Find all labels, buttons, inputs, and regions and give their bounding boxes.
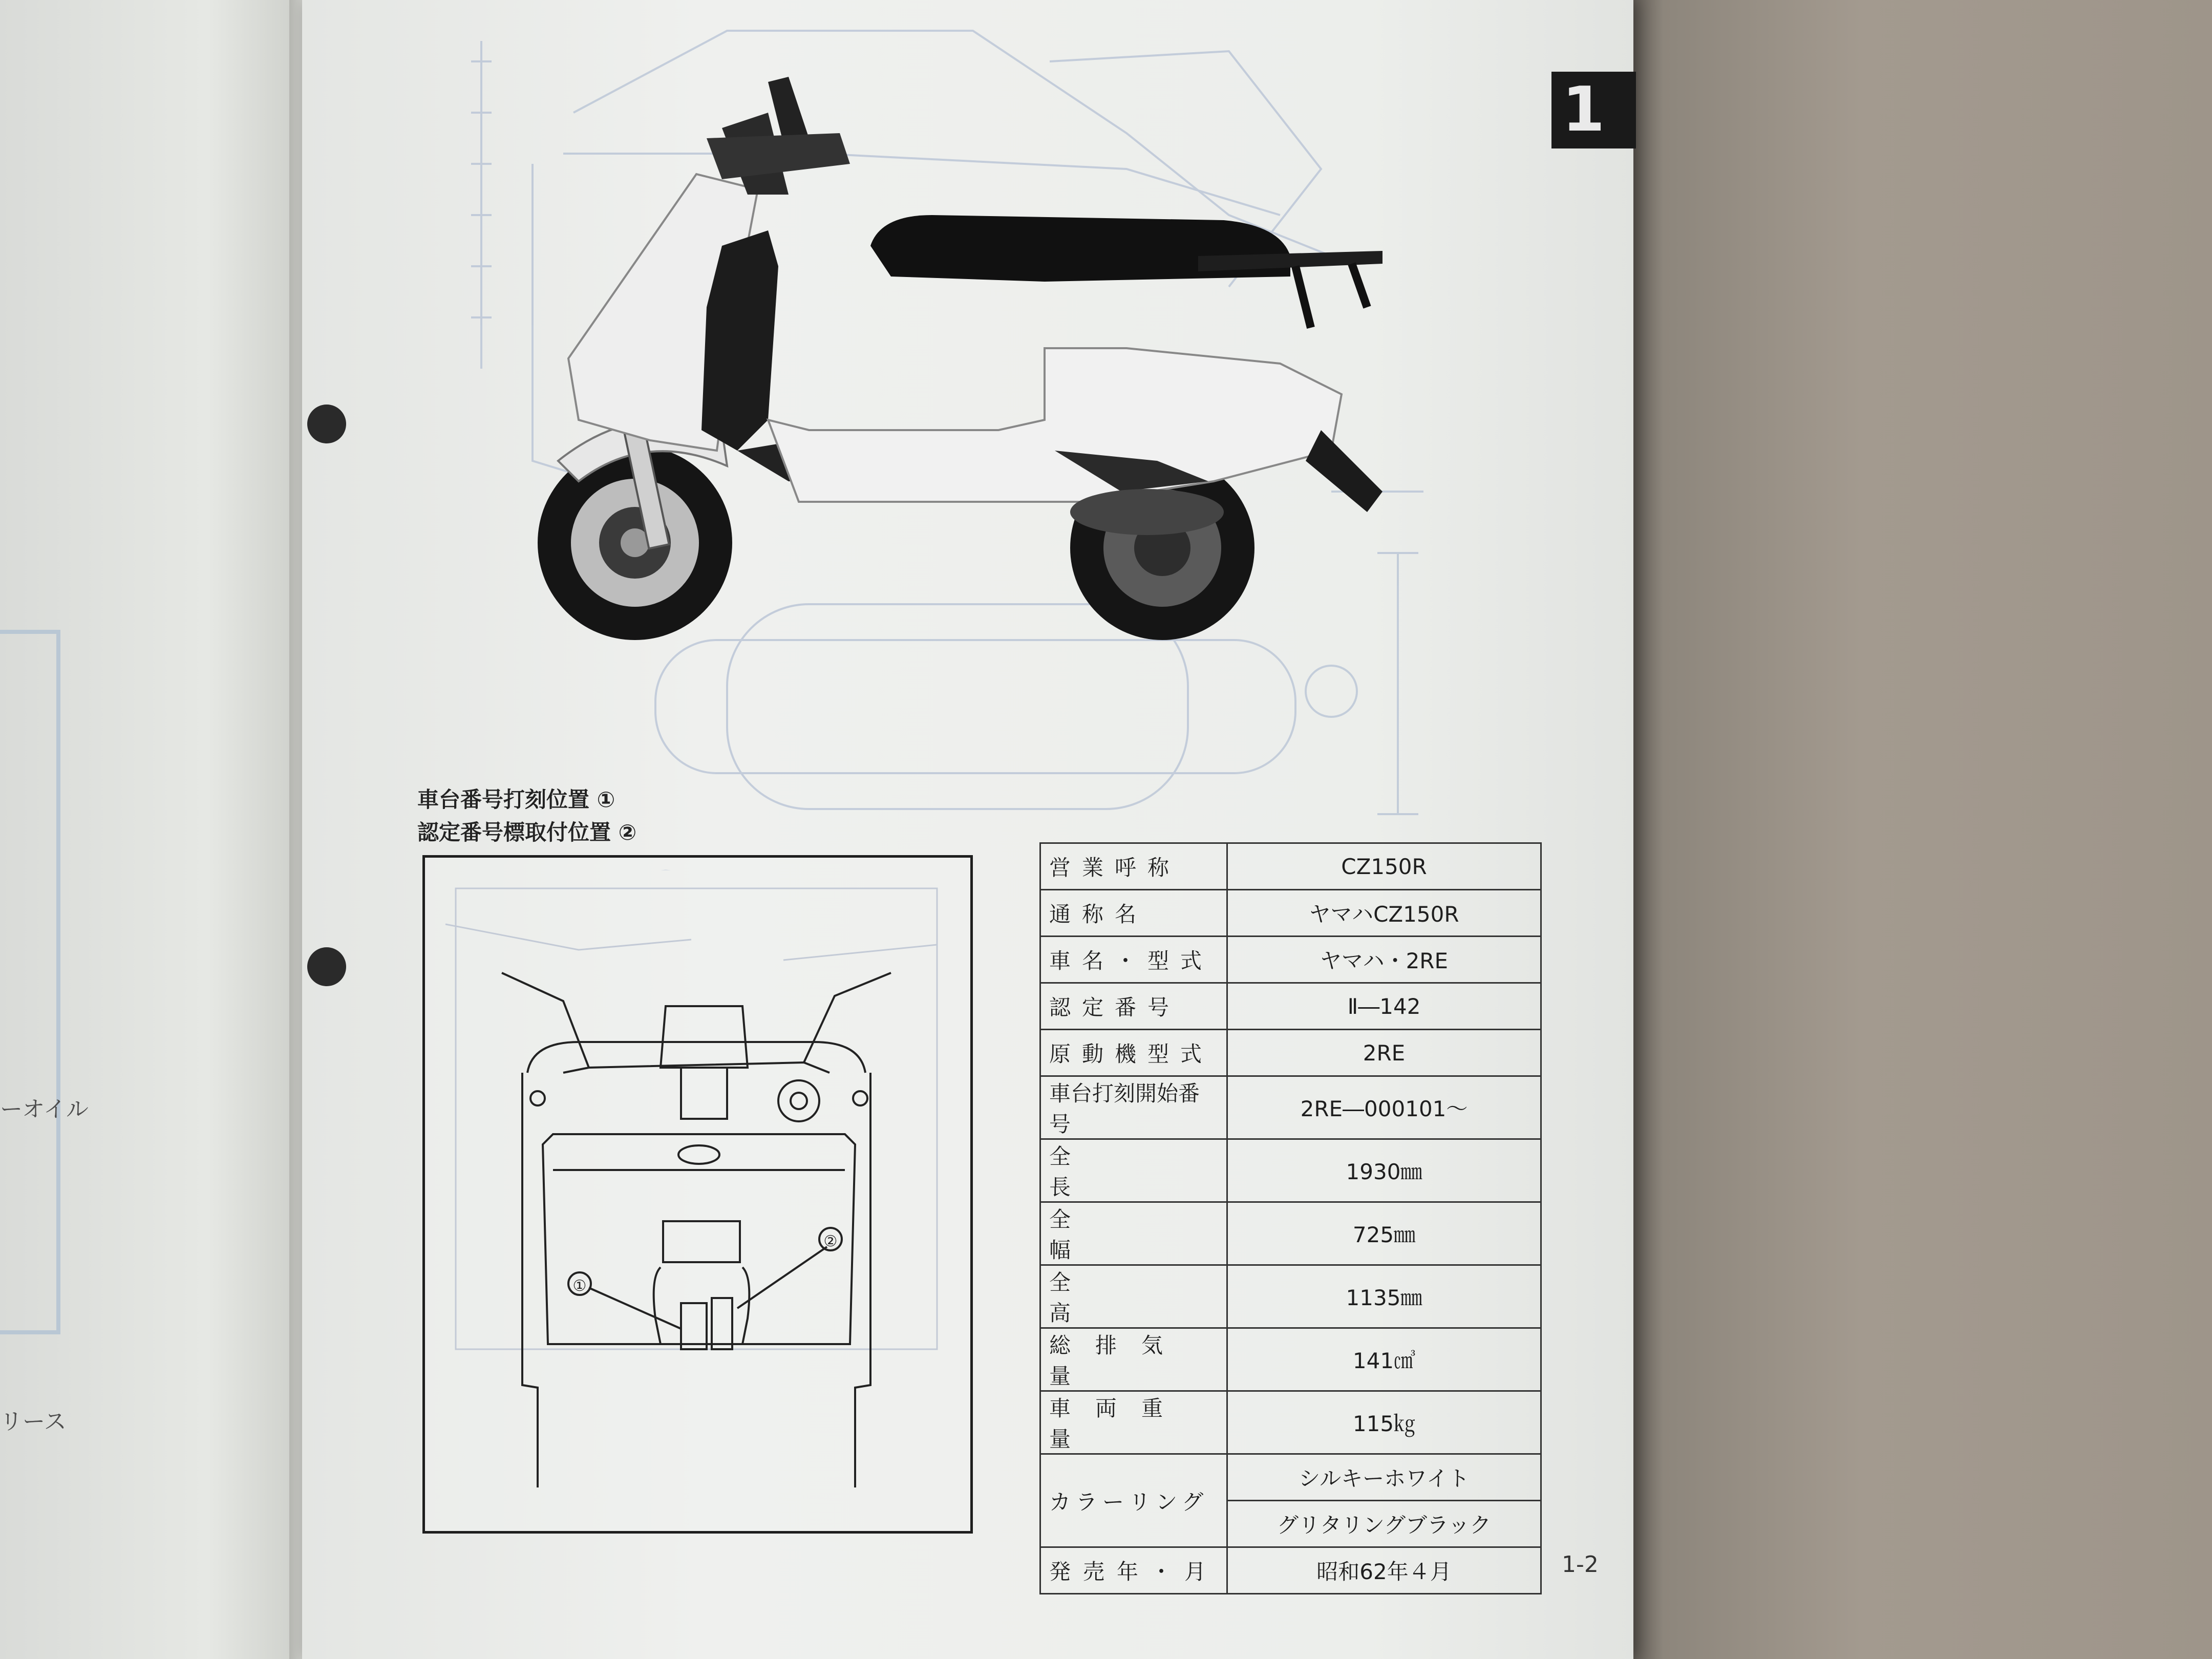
spec-key: 通称名 (1040, 890, 1227, 937)
left-page-fragment: ーオイル (0, 1096, 89, 1122)
punch-hole (307, 405, 346, 443)
spec-row (1040, 937, 1541, 983)
spec-row (1040, 983, 1541, 1030)
spec-value: ヤマハ・2RE (1227, 937, 1541, 983)
spec-key: 発売年・月 (1040, 1547, 1227, 1594)
spec-value: 1135㎜ (1227, 1265, 1541, 1328)
spec-key: 全幅 (1040, 1202, 1227, 1265)
callout-2: ② (823, 1232, 838, 1250)
frame-number-diagram (422, 855, 973, 1534)
spec-row (1040, 843, 1541, 890)
spec-value: 141㎤ (1227, 1328, 1541, 1391)
background-surface (1628, 0, 2212, 1659)
spec-row (1040, 1139, 1541, 1202)
spec-value: ヤマハCZ150R (1227, 890, 1541, 937)
spec-row (1040, 1076, 1541, 1139)
spec-row (1040, 1454, 1541, 1501)
spec-row (1040, 1202, 1541, 1265)
spec-key: 認定番号 (1040, 983, 1227, 1030)
spec-row (1040, 1391, 1541, 1454)
spec-value: シルキーホワイト (1227, 1454, 1541, 1501)
spec-key: 営業呼称 (1040, 843, 1227, 890)
spec-row (1040, 1328, 1541, 1391)
page-number: 1-2 (1562, 1551, 1599, 1578)
spec-value: CZ150R (1227, 843, 1541, 890)
spec-row (1040, 1265, 1541, 1328)
spec-value: Ⅱ―142 (1227, 983, 1541, 1030)
spec-value: 115㎏ (1227, 1391, 1541, 1454)
spec-key: 車台打刻開始番号 (1040, 1076, 1227, 1139)
spec-value: 昭和62年４月 (1227, 1547, 1541, 1594)
scooter-photo (481, 61, 1454, 645)
punch-hole (307, 947, 346, 986)
spec-key: 車名・型式 (1040, 937, 1227, 983)
scooter-front-diagram (425, 858, 970, 1531)
spec-key: 車両重量 (1040, 1391, 1227, 1454)
chapter-tab: 1 (1551, 72, 1636, 148)
spec-key: 総排気量 (1040, 1328, 1227, 1391)
spec-table (1039, 842, 1542, 1594)
spec-value: 2RE (1227, 1030, 1541, 1076)
spec-row (1040, 1547, 1541, 1594)
cert-plate-caption: 認定番号標取付位置 ② (417, 820, 637, 845)
spec-row (1040, 890, 1541, 937)
left-page (0, 0, 297, 1659)
spec-key: カラーリング (1040, 1454, 1227, 1547)
spec-key: 全高 (1040, 1265, 1227, 1328)
left-page-frame (0, 630, 60, 1334)
left-page-fragment: リース (0, 1409, 67, 1435)
spec-row (1040, 1030, 1541, 1076)
spec-key: 原動機型式 (1040, 1030, 1227, 1076)
spec-value: グリタリングブラック (1227, 1501, 1541, 1547)
callout-1: ① (572, 1277, 587, 1295)
caption-block (417, 783, 636, 849)
spec-key: 全長 (1040, 1139, 1227, 1202)
spec-value: 2RE―000101～ (1227, 1076, 1541, 1139)
frame-number-caption: 車台番号打刻位置 ① (417, 787, 615, 812)
spec-value: 725㎜ (1227, 1202, 1541, 1265)
spec-value: 1930㎜ (1227, 1139, 1541, 1202)
